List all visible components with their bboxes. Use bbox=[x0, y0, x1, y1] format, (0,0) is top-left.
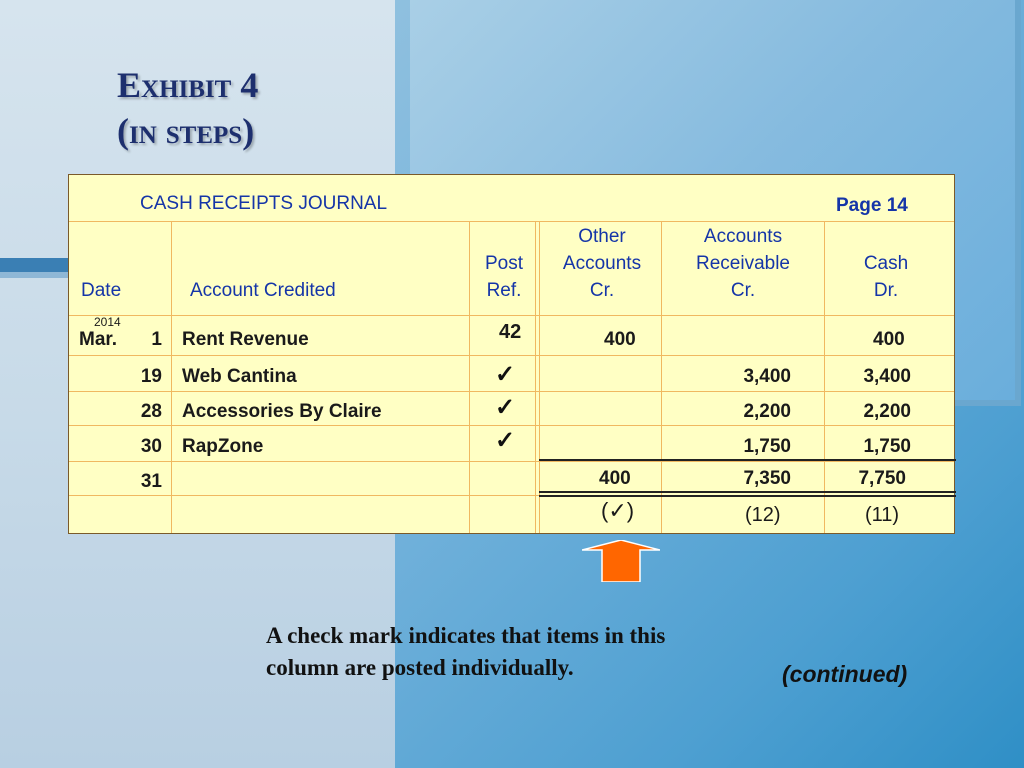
row-2-account: Web Cantina bbox=[182, 366, 297, 387]
row-2-cash: 3,400 bbox=[863, 366, 911, 387]
background-band-light bbox=[0, 272, 70, 278]
header-cash-line-1: Cash bbox=[863, 253, 909, 274]
row-2-checkmark-icon: ✓ bbox=[495, 361, 516, 388]
row-4-checkmark-icon: ✓ bbox=[495, 427, 516, 454]
total-rule-double-a bbox=[539, 491, 956, 493]
row-3-day: 28 bbox=[140, 401, 162, 422]
col-rule-account bbox=[469, 221, 470, 533]
row-2-day: 19 bbox=[140, 366, 162, 387]
row-1-day: 1 bbox=[151, 329, 162, 350]
col-rule-postref-b bbox=[539, 221, 540, 533]
total-rule-double-b bbox=[539, 495, 956, 497]
row-3-checkmark-icon: ✓ bbox=[495, 394, 516, 421]
header-post-ref-line-1: Post bbox=[484, 253, 524, 274]
total-other: 400 bbox=[599, 468, 631, 489]
header-account-credited: Account Credited bbox=[190, 280, 336, 301]
row-3-ar: 2,200 bbox=[743, 401, 791, 422]
row-1-cash: 400 bbox=[873, 329, 905, 350]
header-other-accounts bbox=[541, 223, 663, 304]
posting-ref-cash: (11) bbox=[865, 504, 900, 526]
rule-row-1 bbox=[69, 355, 954, 356]
row-3-account: Accessories By Claire bbox=[182, 401, 382, 422]
up-arrow-icon bbox=[582, 540, 660, 582]
header-ar-line-1: Accounts bbox=[703, 226, 783, 247]
journal-page: Page 14 bbox=[836, 195, 908, 216]
posting-ref-other: (✓) bbox=[601, 498, 635, 523]
rule-row-2 bbox=[69, 391, 954, 392]
header-post-ref bbox=[471, 250, 537, 304]
header-cash-line-2: Dr. bbox=[873, 280, 899, 301]
rule-header bbox=[69, 315, 954, 316]
background-band bbox=[0, 258, 70, 272]
header-ar-line-2: Receivable bbox=[696, 253, 790, 274]
journal-title: CASH RECEIPTS JOURNAL bbox=[140, 193, 388, 214]
row-4-cash: 1,750 bbox=[863, 436, 911, 457]
total-cash: 7,750 bbox=[858, 468, 906, 489]
posting-ref-ar: (12) bbox=[745, 504, 781, 526]
header-other-line-1: Other bbox=[578, 226, 626, 247]
row-1-account: Rent Revenue bbox=[182, 329, 309, 350]
header-other-line-3: Cr. bbox=[589, 280, 615, 301]
slide-title bbox=[117, 62, 258, 154]
continued-label: (continued) bbox=[782, 661, 908, 687]
header-accounts-receivable bbox=[663, 223, 823, 304]
header-cash bbox=[826, 250, 946, 304]
header-ar-line-3: Cr. bbox=[730, 280, 756, 301]
col-rule-date bbox=[171, 221, 172, 533]
total-rule-single bbox=[539, 459, 956, 461]
cash-receipts-journal bbox=[68, 174, 955, 534]
row-4-day: 30 bbox=[140, 436, 162, 457]
rule-title bbox=[69, 221, 954, 222]
row-5-day: 31 bbox=[140, 471, 162, 492]
row-4-account: RapZone bbox=[182, 436, 264, 457]
header-other-line-2: Accounts bbox=[562, 253, 642, 274]
header-date: Date bbox=[81, 280, 122, 301]
rule-row-4 bbox=[69, 461, 954, 462]
title-line-2: (in steps) bbox=[117, 111, 255, 151]
row-2-ar: 3,400 bbox=[743, 366, 791, 387]
row-1-post-ref: 42 bbox=[499, 321, 522, 343]
total-ar: 7,350 bbox=[743, 468, 791, 489]
caption-text: A check mark indicates that items in this column are posted individually. bbox=[266, 623, 666, 680]
row-1-other: 400 bbox=[604, 329, 636, 350]
journal-year: 2014 bbox=[94, 315, 121, 329]
title-line-1: Exhibit 4 bbox=[117, 65, 259, 105]
row-3-cash: 2,200 bbox=[863, 401, 911, 422]
row-1-month: Mar. bbox=[79, 329, 118, 350]
header-post-ref-line-2: Ref. bbox=[486, 280, 522, 301]
row-4-ar: 1,750 bbox=[743, 436, 791, 457]
